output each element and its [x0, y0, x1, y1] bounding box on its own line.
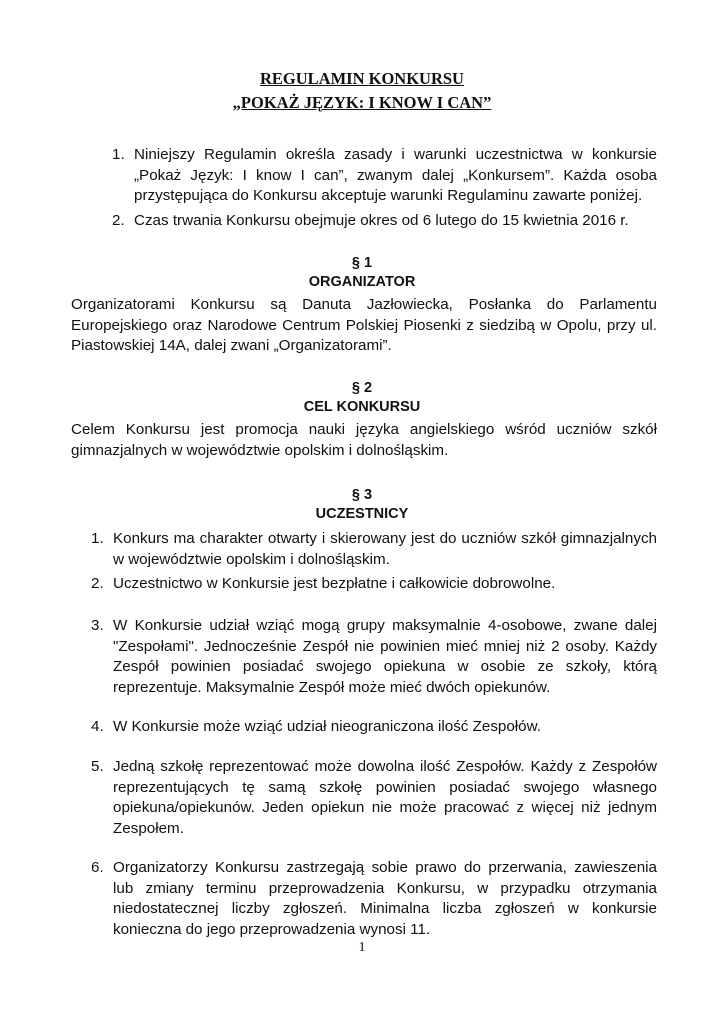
- list-text: Uczestnictwo w Konkursie jest bezpłatne i całkowicie dobrowolne.: [113, 575, 556, 592]
- list-number: 3.: [91, 617, 104, 634]
- list-text: Niniejszy Regulamin określa zasady i warunki uczestnictwa w konkursie „Pokaż Język: I know I can”, zwanym dalej „Konkursem”. Każda osoba przystępująca do Konkursu akceptuje warunki Regulaminu zawarte poniżej.: [134, 146, 657, 204]
- section-heading: CEL KONKURSU: [303, 399, 421, 415]
- section-paragraph: Celem Konkursu jest promocja nauki języka angielskiego wśród uczniów szkół gimnazjalnych w województwie opolskim i dolnośląskim.: [71, 421, 657, 459]
- list-number: 2.: [91, 575, 104, 592]
- section-symbol: § 1: [351, 255, 373, 271]
- list-text: Czas trwania Konkursu obejmuje okres od 6 lutego do 15 kwietnia 2016 r.: [134, 212, 629, 229]
- list-number: 5.: [91, 758, 104, 775]
- list-item: [91, 858, 657, 940]
- list-item: [112, 145, 657, 205]
- list-text: Jedną szkołę reprezentować może dowolna ilość Zespołów. Każdy z Zespołów reprezentujących tę samą szkołę powinien posiadać swojego własnego opiekuna/opiekunów. Jeden opiekun nie może pracować z więcej niż jednym Zespołem.: [113, 758, 657, 837]
- list-item: [91, 616, 657, 698]
- list-item: [91, 529, 657, 570]
- list-number: 1.: [91, 530, 104, 547]
- intro-list: [112, 145, 657, 232]
- list-text: Konkurs ma charakter otwarty i skierowany jest do uczniów szkół gimnazjalnych w województwie opolskim i dolnośląskim.: [113, 530, 657, 568]
- list-number: 4.: [91, 718, 104, 735]
- list-text: W Konkursie może wziąć udział nieograniczona ilość Zespołów.: [113, 718, 541, 735]
- section-heading: ORGANIZATOR: [308, 274, 416, 290]
- list-number: 2.: [112, 212, 125, 229]
- list-text: Organizatorzy Konkursu zastrzegają sobie prawo do przerwania, zawieszenia lub zmiany terminu przeprowadzenia Konkursu, w przypadku otrzymania niedostatecznej liczby zgłoszeń. Minimalna liczba zgłoszeń w konkursie konieczna do jego przeprowadzenia wynosi 11.: [113, 859, 657, 938]
- list-item: [112, 211, 657, 232]
- section-paragraph: Organizatorami Konkursu są Danuta Jazłowiecka, Posłanka do Parlamentu Europejskiego oraz Narodowe Centrum Polskiej Piosenki z siedzibą w Opolu, przy ul. Piastowskiej 14A, dalej zwani „Organizatorami”.: [71, 296, 657, 354]
- list-text: W Konkursie udział wziąć mogą grupy maksymalnie 4-osobowe, zwane dalej "Zespołami". Jednocześnie Zespół nie powinien mieć mniej niż 2 osoby. Każdy Zespół powinien posiadać swojego opiekuna w osobie ze szkoły, którą reprezentuje. Maksymalnie Zespół może mieć dwóch opiekunów.: [113, 617, 657, 696]
- participants-list: [91, 529, 657, 940]
- list-item: [91, 574, 657, 594]
- document-title: REGULAMIN KONKURSU: [260, 69, 464, 88]
- list-item: [91, 717, 657, 737]
- list-number: 6.: [91, 859, 104, 876]
- document-subtitle: „POKAŻ JĘZYK: I KNOW I CAN”: [232, 93, 492, 112]
- section-symbol: § 3: [351, 487, 373, 503]
- list-item: [91, 757, 657, 839]
- section-heading: UCZESTNICY: [315, 506, 409, 522]
- section-symbol: § 2: [351, 380, 373, 396]
- list-number: 1.: [112, 146, 125, 163]
- page-number: 1: [358, 940, 366, 955]
